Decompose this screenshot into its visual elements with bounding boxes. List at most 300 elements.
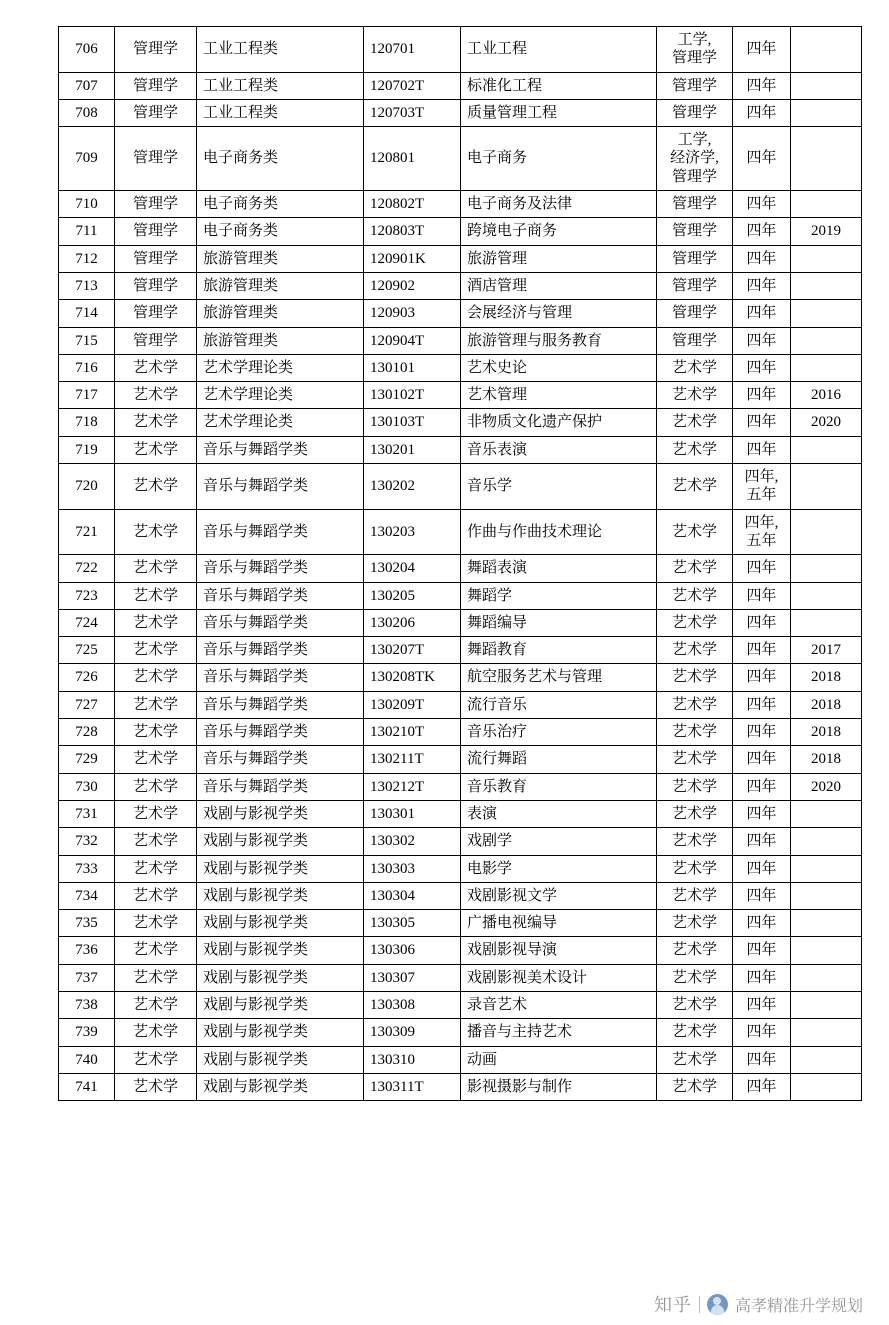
cell-added-year	[791, 609, 862, 636]
cell-study-duration	[733, 1019, 791, 1046]
watermark-author: 高孝精准升学规划	[734, 1297, 863, 1315]
cell-sequence-number: 739	[59, 1019, 115, 1046]
cell-sequence-number: 712	[59, 245, 115, 272]
cell-major-code: 130202	[364, 464, 461, 510]
cell-study-duration-line: 四年	[746, 359, 777, 376]
cell-study-duration	[733, 1046, 791, 1073]
cell-major-code: 130311T	[364, 1073, 461, 1100]
table-row	[59, 245, 862, 272]
cell-sequence-number: 741	[59, 1073, 115, 1100]
cell-discipline-category: 艺术学	[115, 855, 197, 882]
cell-degree-category-line: 艺术学	[671, 614, 717, 631]
cell-study-duration	[733, 964, 791, 991]
cell-sequence-number: 719	[59, 436, 115, 463]
cell-degree-category	[657, 72, 733, 99]
cell-degree-category-line: 艺术学	[671, 359, 717, 376]
cell-discipline-category: 艺术学	[115, 664, 197, 691]
cell-degree-category	[657, 719, 733, 746]
cell-degree-category-line: 管理学	[671, 104, 717, 121]
cell-sequence-number: 729	[59, 746, 115, 773]
undergraduate-major-catalog-table	[58, 26, 862, 1101]
cell-degree-category-line: 艺术学	[671, 833, 717, 850]
cell-discipline-category: 艺术学	[115, 964, 197, 991]
cell-study-duration	[733, 746, 791, 773]
cell-major-class: 音乐与舞蹈学类	[197, 509, 364, 555]
cell-sequence-number: 710	[59, 191, 115, 218]
cell-major-name: 电子商务及法律	[461, 191, 657, 218]
table-row	[59, 436, 862, 463]
table-row	[59, 300, 862, 327]
cell-study-duration-line: 五年	[746, 487, 777, 504]
cell-added-year: 2020	[791, 409, 862, 436]
cell-degree-category	[657, 191, 733, 218]
cell-discipline-category: 艺术学	[115, 582, 197, 609]
cell-degree-category	[657, 910, 733, 937]
cell-study-duration	[733, 719, 791, 746]
cell-discipline-category: 艺术学	[115, 1019, 197, 1046]
cell-degree-category	[657, 99, 733, 126]
cell-degree-category-line: 艺术学	[671, 441, 717, 458]
cell-study-duration-line: 四年	[746, 414, 777, 431]
cell-degree-category-line: 工学,	[677, 132, 712, 149]
cell-study-duration-line: 四年	[746, 104, 777, 121]
cell-major-class: 旅游管理类	[197, 327, 364, 354]
table-row	[59, 191, 862, 218]
cell-major-name: 舞蹈教育	[461, 637, 657, 664]
cell-sequence-number: 733	[59, 855, 115, 882]
cell-discipline-category: 艺术学	[115, 691, 197, 718]
table-row	[59, 773, 862, 800]
cell-added-year	[791, 436, 862, 463]
cell-sequence-number: 737	[59, 964, 115, 991]
cell-major-class: 戏剧与影视学类	[197, 800, 364, 827]
cell-study-duration-line: 四年	[746, 1078, 777, 1095]
cell-study-duration	[733, 327, 791, 354]
table-row	[59, 691, 862, 718]
cell-major-name: 影视摄影与制作	[461, 1073, 657, 1100]
cell-degree-category	[657, 555, 733, 582]
cell-major-code: 120902	[364, 272, 461, 299]
cell-major-class: 电子商务类	[197, 218, 364, 245]
table-row	[59, 272, 862, 299]
cell-major-name: 电子商务	[461, 127, 657, 191]
cell-major-name: 录音艺术	[461, 991, 657, 1018]
cell-major-name: 戏剧影视导演	[461, 937, 657, 964]
cell-discipline-category: 艺术学	[115, 937, 197, 964]
cell-major-name: 标准化工程	[461, 72, 657, 99]
cell-study-duration-line: 四年,	[744, 514, 779, 531]
cell-discipline-category: 艺术学	[115, 464, 197, 510]
cell-major-code: 130208TK	[364, 664, 461, 691]
cell-sequence-number: 707	[59, 72, 115, 99]
cell-major-class: 艺术学理论类	[197, 409, 364, 436]
cell-major-name: 音乐治疗	[461, 719, 657, 746]
cell-degree-category	[657, 637, 733, 664]
cell-study-duration	[733, 382, 791, 409]
cell-degree-category-line: 艺术学	[671, 996, 717, 1013]
cell-study-duration-line: 四年	[746, 696, 777, 713]
cell-discipline-category: 艺术学	[115, 746, 197, 773]
cell-sequence-number: 725	[59, 637, 115, 664]
cell-major-name: 流行舞蹈	[461, 746, 657, 773]
cell-degree-category-line: 艺术学	[671, 860, 717, 877]
cell-sequence-number: 716	[59, 354, 115, 381]
cell-study-duration-line: 四年	[746, 305, 777, 322]
cell-major-class: 戏剧与影视学类	[197, 964, 364, 991]
cell-major-class: 音乐与舞蹈学类	[197, 555, 364, 582]
cell-major-code: 130301	[364, 800, 461, 827]
table-row	[59, 327, 862, 354]
table-row	[59, 882, 862, 909]
cell-degree-category	[657, 882, 733, 909]
cell-degree-category-line: 艺术学	[671, 478, 717, 495]
zhihu-logo: 知乎	[653, 1295, 692, 1315]
cell-degree-category	[657, 1019, 733, 1046]
cell-degree-category	[657, 1073, 733, 1100]
cell-major-code: 130212T	[364, 773, 461, 800]
cell-major-name: 艺术管理	[461, 382, 657, 409]
cell-degree-category-line: 艺术学	[671, 587, 717, 604]
table-row	[59, 719, 862, 746]
cell-study-duration	[733, 1073, 791, 1100]
table-row	[59, 1019, 862, 1046]
cell-added-year	[791, 327, 862, 354]
cell-major-name: 戏剧影视文学	[461, 882, 657, 909]
cell-study-duration-line: 四年	[746, 778, 777, 795]
cell-major-class: 戏剧与影视学类	[197, 1073, 364, 1100]
cell-study-duration	[733, 72, 791, 99]
cell-added-year: 2020	[791, 773, 862, 800]
cell-discipline-category: 艺术学	[115, 719, 197, 746]
cell-study-duration	[733, 354, 791, 381]
cell-degree-category-line: 经济学,	[670, 150, 719, 167]
cell-study-duration	[733, 555, 791, 582]
cell-major-code: 130203	[364, 509, 461, 555]
cell-added-year	[791, 99, 862, 126]
table-row	[59, 964, 862, 991]
cell-degree-category-line: 艺术学	[671, 1051, 717, 1068]
cell-study-duration-line: 四年	[746, 441, 777, 458]
cell-major-class: 音乐与舞蹈学类	[197, 773, 364, 800]
cell-major-class: 艺术学理论类	[197, 354, 364, 381]
table-row	[59, 910, 862, 937]
table-row	[59, 555, 862, 582]
cell-study-duration	[733, 272, 791, 299]
cell-sequence-number: 735	[59, 910, 115, 937]
cell-degree-category-line: 艺术学	[671, 778, 717, 795]
cell-major-code: 120904T	[364, 327, 461, 354]
cell-major-class: 旅游管理类	[197, 300, 364, 327]
cell-major-class: 工业工程类	[197, 27, 364, 73]
cell-degree-category-line: 艺术学	[671, 805, 717, 822]
cell-study-duration-line: 四年	[746, 724, 777, 741]
cell-study-duration-line: 四年	[746, 196, 777, 213]
cell-discipline-category: 艺术学	[115, 354, 197, 381]
cell-major-class: 音乐与舞蹈学类	[197, 464, 364, 510]
cell-added-year	[791, 354, 862, 381]
cell-major-name: 旅游管理	[461, 245, 657, 272]
table-row	[59, 1073, 862, 1100]
cell-study-duration	[733, 245, 791, 272]
cell-major-name: 旅游管理与服务教育	[461, 327, 657, 354]
cell-discipline-category: 艺术学	[115, 991, 197, 1018]
cell-added-year: 2016	[791, 382, 862, 409]
cell-added-year	[791, 1073, 862, 1100]
table-row	[59, 1046, 862, 1073]
cell-degree-category	[657, 300, 733, 327]
cell-discipline-category: 艺术学	[115, 555, 197, 582]
cell-degree-category	[657, 218, 733, 245]
cell-study-duration	[733, 509, 791, 555]
cell-major-name: 表演	[461, 800, 657, 827]
cell-sequence-number: 738	[59, 991, 115, 1018]
cell-major-code: 130309	[364, 1019, 461, 1046]
cell-added-year: 2017	[791, 637, 862, 664]
cell-study-duration	[733, 882, 791, 909]
cell-major-code: 130103T	[364, 409, 461, 436]
cell-degree-category	[657, 509, 733, 555]
cell-degree-category-line: 管理学	[671, 196, 717, 213]
cell-major-class: 音乐与舞蹈学类	[197, 582, 364, 609]
cell-major-class: 音乐与舞蹈学类	[197, 691, 364, 718]
cell-major-code: 120701	[364, 27, 461, 73]
cell-discipline-category: 管理学	[115, 245, 197, 272]
cell-added-year: 2019	[791, 218, 862, 245]
cell-study-duration	[733, 855, 791, 882]
cell-major-code: 130207T	[364, 637, 461, 664]
cell-discipline-category: 艺术学	[115, 773, 197, 800]
cell-added-year	[791, 245, 862, 272]
avatar	[707, 1294, 728, 1315]
cell-degree-category	[657, 245, 733, 272]
watermark-divider	[699, 1296, 700, 1313]
cell-sequence-number: 726	[59, 664, 115, 691]
cell-degree-category-line: 艺术学	[671, 969, 717, 986]
table-row	[59, 664, 862, 691]
cell-study-duration	[733, 191, 791, 218]
cell-major-class: 工业工程类	[197, 99, 364, 126]
cell-sequence-number: 727	[59, 691, 115, 718]
cell-study-duration	[733, 27, 791, 73]
cell-discipline-category: 管理学	[115, 272, 197, 299]
cell-major-class: 音乐与舞蹈学类	[197, 664, 364, 691]
cell-major-code: 130201	[364, 436, 461, 463]
table-row	[59, 72, 862, 99]
cell-discipline-category: 艺术学	[115, 882, 197, 909]
cell-degree-category	[657, 609, 733, 636]
cell-added-year	[791, 555, 862, 582]
cell-added-year	[791, 582, 862, 609]
cell-added-year	[791, 1046, 862, 1073]
cell-major-name: 非物质文化遗产保护	[461, 409, 657, 436]
cell-added-year	[791, 828, 862, 855]
cell-major-code: 130205	[364, 582, 461, 609]
cell-study-duration-line: 五年	[746, 532, 777, 549]
table-row	[59, 828, 862, 855]
cell-major-code: 120801	[364, 127, 461, 191]
cell-major-name: 电影学	[461, 855, 657, 882]
cell-added-year: 2018	[791, 664, 862, 691]
cell-study-duration	[733, 773, 791, 800]
cell-major-name: 音乐学	[461, 464, 657, 510]
cell-major-code: 120802T	[364, 191, 461, 218]
cell-discipline-category: 艺术学	[115, 382, 197, 409]
cell-added-year	[791, 509, 862, 555]
cell-added-year: 2018	[791, 746, 862, 773]
cell-discipline-category: 艺术学	[115, 1046, 197, 1073]
cell-major-name: 艺术史论	[461, 354, 657, 381]
cell-study-duration-line: 四年	[746, 560, 777, 577]
cell-major-class: 戏剧与影视学类	[197, 1046, 364, 1073]
cell-degree-category	[657, 582, 733, 609]
cell-study-duration	[733, 300, 791, 327]
cell-major-class: 音乐与舞蹈学类	[197, 609, 364, 636]
cell-degree-category-line: 艺术学	[671, 887, 717, 904]
cell-degree-category-line: 管理学	[671, 168, 717, 185]
cell-major-code: 130308	[364, 991, 461, 1018]
cell-major-name: 广播电视编导	[461, 910, 657, 937]
cell-degree-category	[657, 691, 733, 718]
cell-major-code: 130305	[364, 910, 461, 937]
cell-discipline-category: 管理学	[115, 218, 197, 245]
table-row	[59, 382, 862, 409]
cell-study-duration	[733, 409, 791, 436]
cell-discipline-category: 管理学	[115, 327, 197, 354]
cell-degree-category-line: 管理学	[671, 223, 717, 240]
cell-discipline-category: 艺术学	[115, 409, 197, 436]
cell-degree-category-line: 艺术学	[671, 942, 717, 959]
table-row	[59, 637, 862, 664]
cell-degree-category	[657, 409, 733, 436]
cell-study-duration	[733, 637, 791, 664]
cell-major-class: 艺术学理论类	[197, 382, 364, 409]
cell-study-duration-line: 四年	[746, 250, 777, 267]
cell-degree-category-line: 管理学	[671, 332, 717, 349]
cell-study-duration-line: 四年	[746, 223, 777, 240]
cell-degree-category	[657, 664, 733, 691]
cell-degree-category	[657, 828, 733, 855]
cell-sequence-number: 711	[59, 218, 115, 245]
cell-discipline-category: 管理学	[115, 127, 197, 191]
cell-major-class: 戏剧与影视学类	[197, 855, 364, 882]
cell-added-year	[791, 964, 862, 991]
cell-major-code: 130306	[364, 937, 461, 964]
cell-major-name: 动画	[461, 1046, 657, 1073]
cell-degree-category-line: 管理学	[671, 50, 717, 67]
cell-degree-category-line: 艺术学	[671, 1024, 717, 1041]
cell-study-duration	[733, 828, 791, 855]
cell-study-duration-line: 四年	[746, 77, 777, 94]
cell-sequence-number: 706	[59, 27, 115, 73]
cell-study-duration-line: 四年	[746, 887, 777, 904]
cell-added-year	[791, 191, 862, 218]
cell-degree-category	[657, 272, 733, 299]
cell-major-name: 戏剧影视美术设计	[461, 964, 657, 991]
cell-degree-category-line: 艺术学	[671, 387, 717, 404]
cell-major-class: 戏剧与影视学类	[197, 937, 364, 964]
cell-degree-category	[657, 27, 733, 73]
cell-sequence-number: 713	[59, 272, 115, 299]
cell-major-code: 120803T	[364, 218, 461, 245]
cell-added-year	[791, 855, 862, 882]
cell-study-duration	[733, 127, 791, 191]
cell-degree-category-line: 艺术学	[671, 751, 717, 768]
cell-study-duration	[733, 218, 791, 245]
cell-added-year	[791, 300, 862, 327]
cell-degree-category	[657, 464, 733, 510]
table-row	[59, 746, 862, 773]
cell-sequence-number: 714	[59, 300, 115, 327]
cell-study-duration	[733, 99, 791, 126]
table-row	[59, 800, 862, 827]
cell-study-duration	[733, 582, 791, 609]
cell-major-class: 戏剧与影视学类	[197, 1019, 364, 1046]
cell-major-code: 130209T	[364, 691, 461, 718]
cell-study-duration-line: 四年	[746, 642, 777, 659]
cell-added-year: 2018	[791, 719, 862, 746]
cell-added-year	[791, 910, 862, 937]
cell-degree-category-line: 艺术学	[671, 1078, 717, 1095]
cell-major-name: 会展经济与管理	[461, 300, 657, 327]
cell-sequence-number: 732	[59, 828, 115, 855]
cell-degree-category	[657, 127, 733, 191]
cell-degree-category-line: 管理学	[671, 277, 717, 294]
cell-major-class: 旅游管理类	[197, 272, 364, 299]
cell-major-name: 流行音乐	[461, 691, 657, 718]
cell-major-name: 播音与主持艺术	[461, 1019, 657, 1046]
cell-study-duration-line: 四年,	[744, 469, 779, 486]
cell-major-name: 作曲与作曲技术理论	[461, 509, 657, 555]
cell-added-year	[791, 882, 862, 909]
cell-study-duration	[733, 910, 791, 937]
cell-sequence-number: 724	[59, 609, 115, 636]
cell-degree-category	[657, 937, 733, 964]
cell-discipline-category: 艺术学	[115, 637, 197, 664]
cell-degree-category-line: 工学,	[677, 32, 712, 48]
table-row	[59, 855, 862, 882]
watermark	[654, 1291, 863, 1317]
cell-discipline-category: 管理学	[115, 72, 197, 99]
cell-major-name: 酒店管理	[461, 272, 657, 299]
cell-sequence-number: 717	[59, 382, 115, 409]
cell-major-code: 130101	[364, 354, 461, 381]
cell-discipline-category: 管理学	[115, 27, 197, 73]
cell-sequence-number: 728	[59, 719, 115, 746]
table-row	[59, 27, 862, 73]
cell-major-name: 舞蹈表演	[461, 555, 657, 582]
cell-major-class: 音乐与舞蹈学类	[197, 746, 364, 773]
cell-study-duration	[733, 937, 791, 964]
cell-study-duration-line: 四年	[746, 332, 777, 349]
cell-sequence-number: 722	[59, 555, 115, 582]
cell-study-duration	[733, 800, 791, 827]
cell-degree-category-line: 管理学	[671, 305, 717, 322]
cell-sequence-number: 736	[59, 937, 115, 964]
cell-added-year	[791, 800, 862, 827]
cell-study-duration-line: 四年	[746, 860, 777, 877]
cell-added-year	[791, 937, 862, 964]
cell-discipline-category: 艺术学	[115, 828, 197, 855]
cell-study-duration-line: 四年	[746, 942, 777, 959]
cell-study-duration-line: 四年	[746, 915, 777, 932]
table-row	[59, 582, 862, 609]
cell-major-code: 130307	[364, 964, 461, 991]
cell-added-year	[791, 991, 862, 1018]
cell-major-code: 130206	[364, 609, 461, 636]
cell-sequence-number: 718	[59, 409, 115, 436]
cell-major-class: 戏剧与影视学类	[197, 828, 364, 855]
cell-discipline-category: 管理学	[115, 99, 197, 126]
